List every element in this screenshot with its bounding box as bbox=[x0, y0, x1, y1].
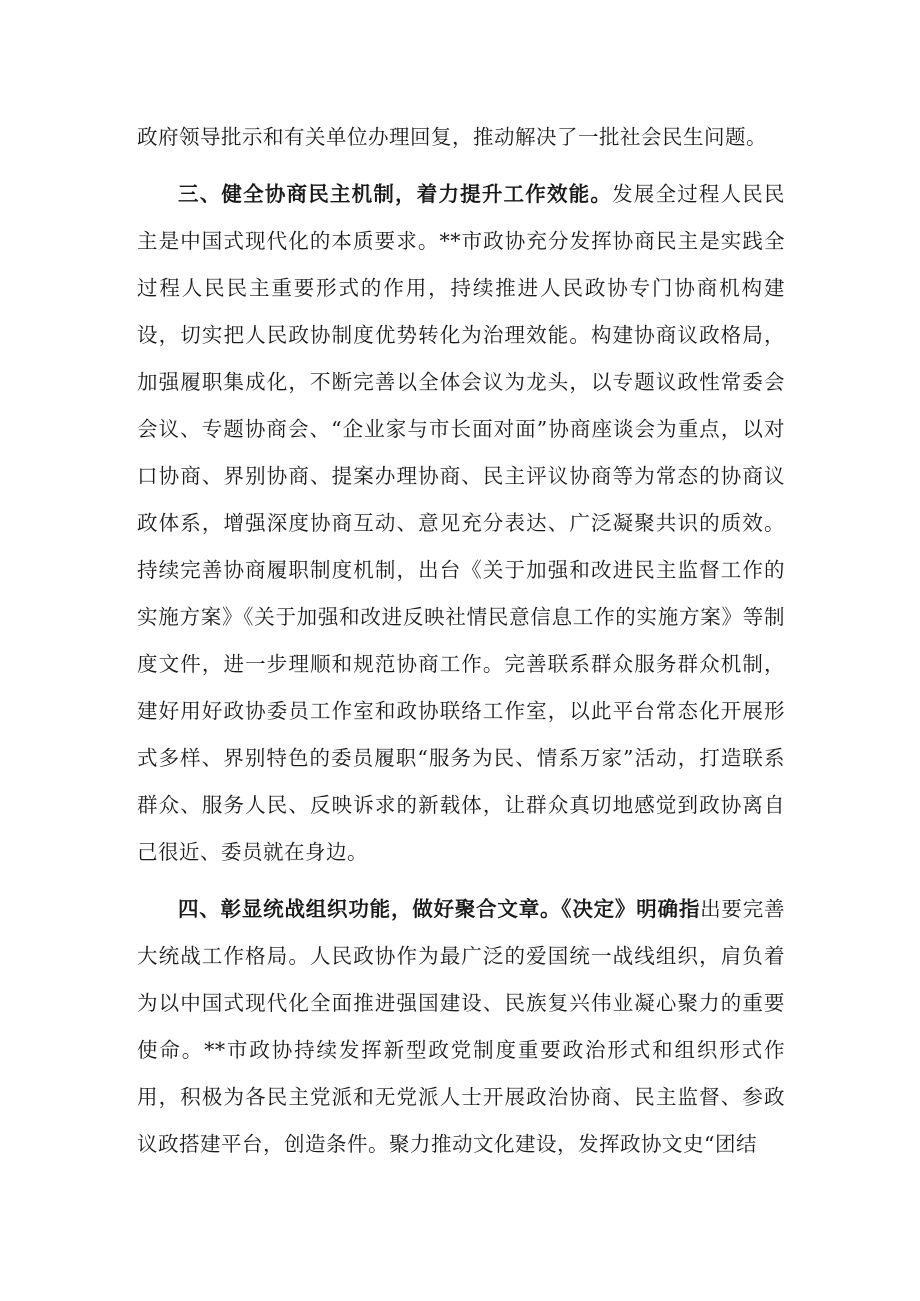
paragraph-section-three bbox=[137, 171, 785, 876]
section-heading-three: 三、健全协商民主机制，着力提升工作效能。 bbox=[178, 182, 613, 206]
paragraph-body: 政府领导批示和有关单位办理回复，推动解决了一批社会民生问题。 bbox=[137, 125, 767, 149]
paragraph-body: 出要完善大统战工作格局。人民政协作为最广泛的爱国统一战线组织，肩负着为以中国式现代化全面推进强国建设、民族复兴伟业凝心聚力的重要使命。**市政协持续发挥新型政党制度重要政治形式和组织形式作用，积极为各民主党派和无党派人士开展政治协商、民主监督、参政议政搭建平台，创造条件。聚力推动文化建设，发挥政协文史“团结 bbox=[137, 897, 786, 1156]
paragraph-continuation bbox=[137, 114, 785, 161]
paragraph-body: 发展全过程人民民主是中国式现代化的本质要求。**市政协充分发挥协商民主是实践全过程人民民主重要形式的作用，持续推进人民政协专门协商机构建设，切实把人民政协制度优势转化为治理效能。构建协商议政格局，加强履职集成化，不断完善以全体会议为龙头，以专题议政性常委会会议、专题协商会、“企业家与市长面对面”协商座谈会为重点，以对口协商、界别协商、提案办理协商、民主评议协商等为常态的协商议政体系，增强深度协商互动、意见充分表达、广泛凝聚共识的质效。持续完善协商履职制度机制，出台《关于加强和改进民主监督工作的实施方案》《关于加强和改进反映社情民意信息工作的实施方案》等制度文件，进一步理顺和规范协商工作。完善联系群众服务群众机制，建好用好政协委员工作室和政协联络工作室，以此平台常态化开展形式多样、界别特色的委员履职“服务为民、情系万家”活动，打造联系群众、服务人民、反映诉求的新载体，让群众真切地感觉到政协离自己很近、委员就在身边。 bbox=[137, 182, 786, 864]
section-heading-four: 四、彰显统战组织功能，做好聚合文章。《决定》明确指 bbox=[178, 897, 701, 921]
paragraph-section-four bbox=[137, 886, 785, 1168]
